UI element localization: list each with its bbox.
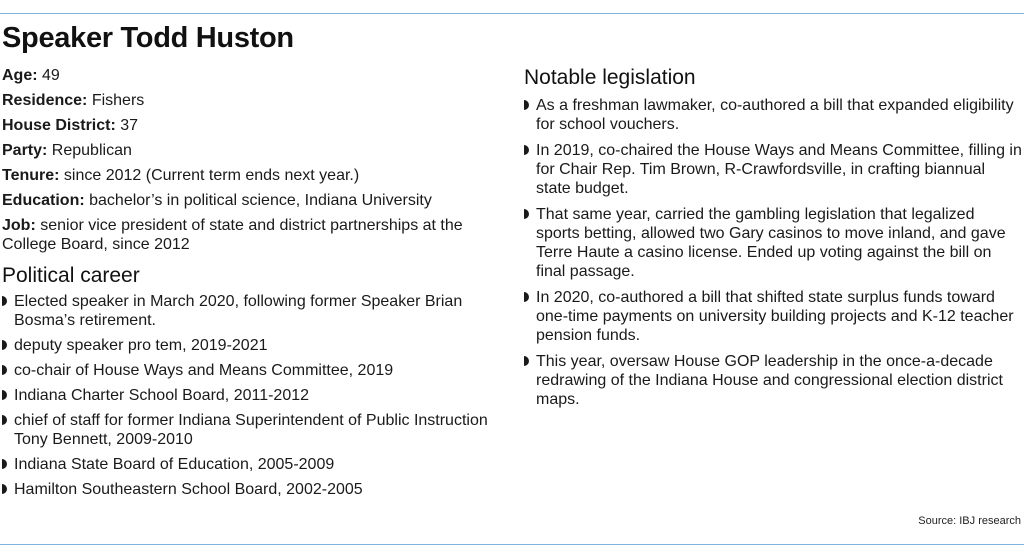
fact-age: Age: 49 xyxy=(2,67,60,84)
profile-column xyxy=(2,66,512,505)
list-item: This year, oversaw House GOP leadership in the once-a-decade redrawing of the Indiana House and congressional election district maps. xyxy=(524,352,1022,409)
list-item: In 2019, co-chaired the House Ways and Means Committee, filling in for Chair Rep. Tim Brown, R-Crawfordsville, in crafting biannual state budget. xyxy=(524,141,1022,198)
list-item: As a freshman lawmaker, co-authored a bill that expanded eligibility for school vouchers. xyxy=(524,96,1022,134)
half-circle-bullet-icon xyxy=(524,100,529,110)
half-circle-bullet-icon xyxy=(524,145,529,155)
fact-house-district: House District: 37 xyxy=(2,117,139,134)
fact-party: Party: Republican xyxy=(2,142,132,159)
half-circle-bullet-icon xyxy=(2,459,7,469)
fact-education: Education: bachelor’s in political science, Indiana University xyxy=(2,192,432,209)
notable-legislation-heading: Notable legislation xyxy=(524,66,696,89)
list-item: In 2020, co-authored a bill that shifted state surplus funds toward one-time payments on university building projects and K-12 teacher pension funds. xyxy=(524,288,1022,345)
list-item: chief of staff for former Indiana Superintendent of Public Instruction Tony Bennett, 2009-2010 xyxy=(2,411,512,449)
list-item: deputy speaker pro tem, 2019-2021 xyxy=(2,336,512,355)
half-circle-bullet-icon xyxy=(2,390,7,400)
bottom-rule xyxy=(0,544,1024,545)
page-title: Speaker Todd Huston xyxy=(2,22,294,54)
half-circle-bullet-icon xyxy=(524,292,529,302)
half-circle-bullet-icon xyxy=(524,209,529,219)
list-item: Hamilton Southeastern School Board, 2002-2005 xyxy=(2,480,512,499)
political-career-list xyxy=(2,292,512,499)
list-item: That same year, carried the gambling legislation that legalized sports betting, allowed two Gary casinos to move inland, and gave Terre Haute a casino license. Ended up voting against the bill on final passage. xyxy=(524,205,1022,281)
half-circle-bullet-icon xyxy=(2,415,7,425)
half-circle-bullet-icon xyxy=(2,340,7,350)
half-circle-bullet-icon xyxy=(524,356,529,366)
half-circle-bullet-icon xyxy=(2,484,7,494)
notable-legislation-list xyxy=(524,96,1022,409)
fact-tenure: Tenure: since 2012 (Current term ends next year.) xyxy=(2,167,360,184)
fact-residence: Residence: Fishers xyxy=(2,92,145,109)
list-item: Indiana State Board of Education, 2005-2009 xyxy=(2,455,512,474)
top-rule xyxy=(0,13,1024,14)
list-item: Elected speaker in March 2020, following former Speaker Brian Bosma’s retirement. xyxy=(2,292,512,330)
list-item: co-chair of House Ways and Means Committee, 2019 xyxy=(2,361,512,380)
half-circle-bullet-icon xyxy=(2,296,7,306)
fact-job: Job: senior vice president of state and district partnerships at the College Board, since 2012 xyxy=(2,217,463,253)
source-credit: Source: IBJ research xyxy=(918,515,1021,527)
half-circle-bullet-icon xyxy=(2,365,7,375)
political-career-heading: Political career xyxy=(2,264,140,287)
list-item: Indiana Charter School Board, 2011-2012 xyxy=(2,386,512,405)
legislation-column xyxy=(524,66,1022,416)
